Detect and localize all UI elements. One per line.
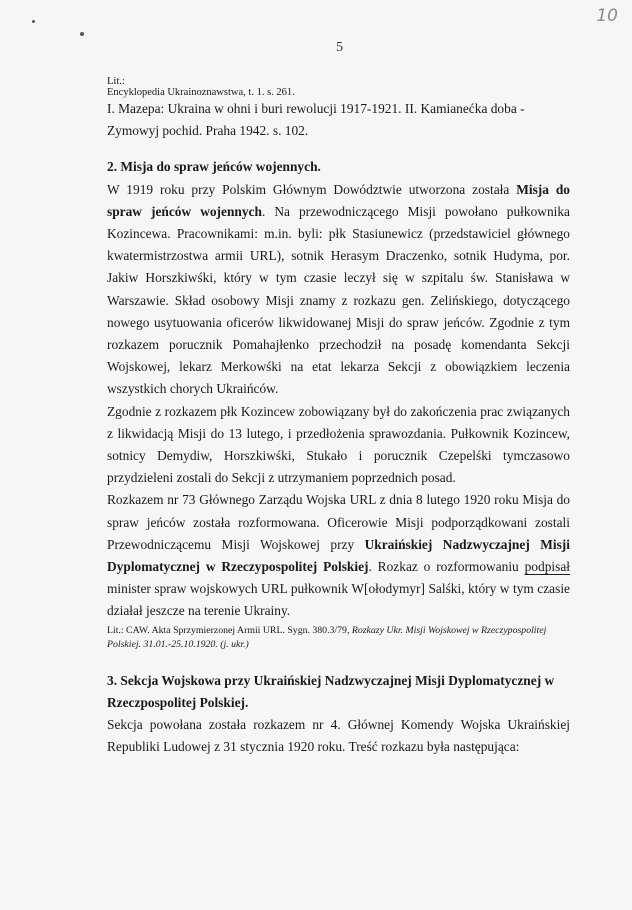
lit-entry-1: Encyklopedia Ukrainoznawstwa, t. 1. s. 261. [107,87,295,98]
document-body [107,76,570,758]
section-3-heading: 3. Sekcja Wojskowa przy Ukraińskiej Nadzwyczajnej Misji Dyplomatycznej w Rzeczpospolitej Polskiej. [107,672,555,710]
lit-entry-2: I. Mazepa: Ukraina w ohni i buri rewolucji 1917-1921. II. Kamianećka doba - Zymowyj pochid. Praha 1942. s. 102. [107,101,525,139]
section-2-paragraph-2: Zgodnie z rozkazem płk Kozincew zobowiązany był do zakończenia prac związanych z likwidacją Misji do 13 lutego, i przedłożenia sprawozdania. Pułkownik Kozincew, sotnicy Demydiw, Horszkiwśki, Stukało i porucznik Czepelśki tymczasowo przydzieleni zostali do Sekcji z utrzymaniem poprzednich posad. [107,403,570,486]
section-2-heading: 2. Misja do spraw jeńców wojennych. [107,159,321,175]
scan-speck [32,20,35,23]
section-2-literature: Lit.: CAW. Akta Sprzymierzonej Armii URL. Sygn. 380.3/79, Rozkazy Ukr. Misji Wojskowej w Rzeczypospolitej Polskiej. 31.01.-25.10.1920. (j. ukr.) [107,624,547,650]
section-2-paragraph-1: W 1919 roku przy Polskim Głównym Dowództwie utworzona została Misja do spraw jeńców wojennych. Na przewodniczącego Misji powołano pułkownika Kozincewa. Pracownikami: m.in. byli: płk Stasiunewicz (przedstawiciel głównego kwatermistrzostwa armii URL), sotnik Herasym Draczenko, sotnik Hudyma, por. Jakiw Horszkiwśki, który w tym czasie leczył się w szpitalu św. Stanisława w Warszawie. Skład osobowy Misji znamy z rozkazu gen. Zelińskiego, dotyczącego nowego usytuowania oficerów likwidowanej Misji do spraw jeńców. Zgodnie z tym rozkazem porucznik Pomahajłenko przechodził na posadę komendanta Sekcji Wojskowej, lekarz Merkowśki na etat lekarza Sekcji z obowiązkiem leczenia wszystkich chorych Ukraińców. [107,181,571,397]
top-mark: 5 [336,40,343,55]
lit-label: Lit.: [107,76,125,87]
section-2-paragraph-3: Rozkazem nr 73 Głównego Zarządu Wojska URL z dnia 8 lutego 1920 roku Misja do spraw jeńców została rozformowana. Oficerowie Misji podporządkowani zostali Przewodniczącemu Misji Wojskowej przy Ukraińskiej Nadzwyczajnej Misji Dyplomatycznej w Rzeczypospolitej Polskiej. Rozkaz o rozformowaniu podpisał minister spraw wojskowych URL pułkownik W[ołodymyr] Salśki, który w tym czasie działał jeszcze na terenie Ukrainy. [107,492,570,619]
section-3-paragraph-1: Sekcja powołana została rozkazem nr 4. Głównej Komendy Wojska Ukraińskiej Republiki Ludowej z 31 stycznia 1920 roku. Treść rozkazu była następująca: [107,717,570,755]
page-number: 10 [596,6,618,26]
scan-speck [80,32,84,36]
